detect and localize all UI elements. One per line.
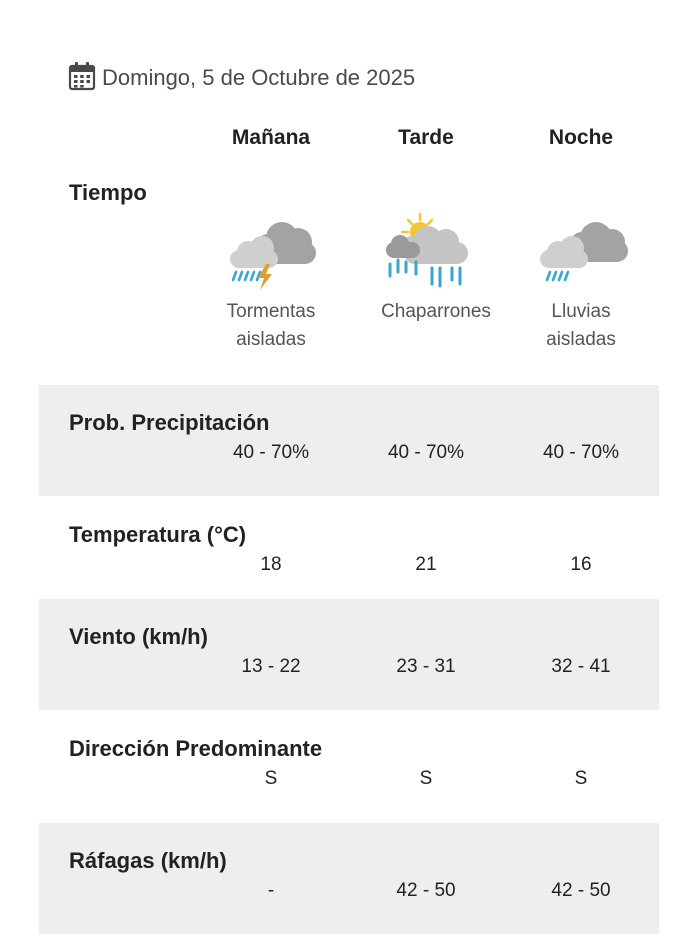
gusts-label: Ráfagas (km/h) (69, 848, 227, 873)
band-gusts (39, 823, 659, 934)
wind-label: Viento (km/h) (69, 624, 208, 649)
precipitation-morning: 40 - 70% (232, 442, 310, 463)
direction-afternoon: S (419, 768, 433, 789)
condition-morning-line2: aisladas (236, 329, 306, 350)
period-night: Noche (548, 126, 614, 149)
temperature-label: Temperatura (°C) (69, 522, 247, 547)
wind-night: 32 - 41 (551, 656, 611, 677)
condition-afternoon (356, 298, 516, 326)
direction-morning: S (264, 768, 278, 789)
condition-night-line1: Lluvias (551, 301, 611, 322)
gusts-afternoon: 42 - 50 (396, 880, 456, 901)
isolated-storms-icon (224, 212, 324, 292)
isolated-rain-icon (536, 212, 636, 292)
condition-morning-line1: Tormentas (226, 301, 316, 322)
temperature-afternoon: 21 (415, 554, 437, 575)
wind-morning: 13 - 22 (241, 656, 301, 677)
direction-night: S (574, 768, 588, 789)
precipitation-night: 40 - 70% (542, 442, 620, 463)
date-header (68, 60, 415, 96)
wind-afternoon: 23 - 31 (396, 656, 456, 677)
condition-night-line2: aisladas (546, 329, 616, 350)
temperature-night: 16 (570, 554, 592, 575)
gusts-morning: - (267, 880, 275, 901)
showers-icon (382, 212, 482, 292)
gusts-night: 42 - 50 (551, 880, 611, 901)
precipitation-afternoon: 40 - 70% (387, 442, 465, 463)
date-text: Domingo, 5 de Octubre de 2025 (102, 65, 416, 90)
condition-afternoon-line1: Chaparrones (381, 301, 491, 322)
calendar-icon (68, 61, 96, 96)
band-wind (39, 599, 659, 710)
period-morning: Mañana (231, 126, 311, 149)
condition-morning (191, 298, 351, 354)
direction-label: Dirección Predominante (69, 736, 323, 761)
precipitation-label: Prob. Precipitación (69, 410, 270, 435)
temperature-morning: 18 (260, 554, 282, 575)
period-afternoon: Tarde (398, 126, 454, 149)
band-precipitation (39, 385, 659, 496)
condition-night (501, 298, 661, 354)
weather-label: Tiempo (69, 180, 147, 205)
